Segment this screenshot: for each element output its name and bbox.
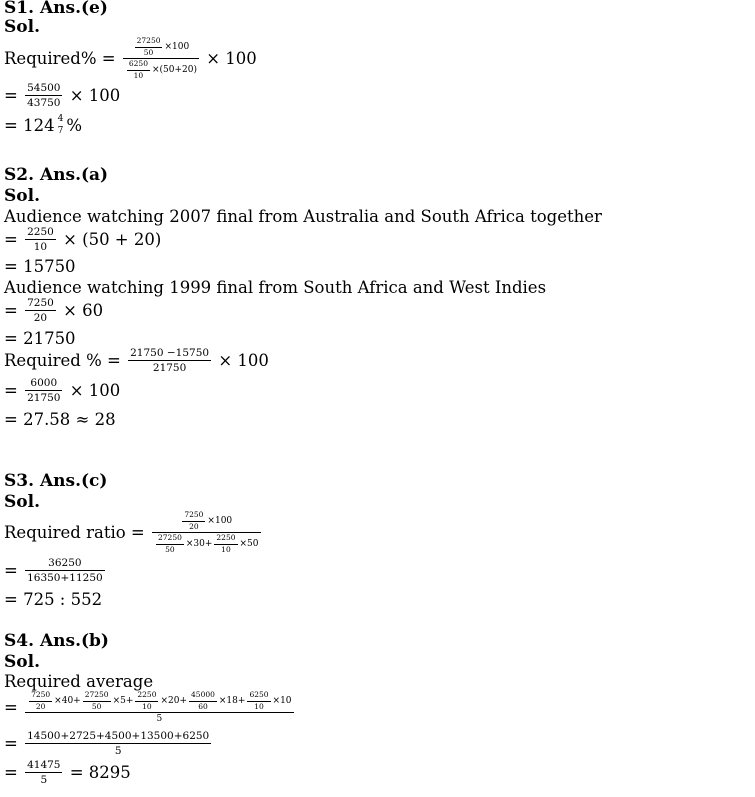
s2-text-2007: Audience watching 2007 final from Australia and South Africa together (4, 207, 602, 226)
s2-required-equation: Required % = $\frac{21750 -15750}{21750}$ × 100 (4, 347, 269, 375)
s2-line1: = $\frac{2250}{10}$ × (50 + 20) (4, 226, 162, 254)
s3-line3: = 725 : 552 (4, 590, 103, 609)
s2-heading: S2. Ans.(a) (4, 165, 109, 185)
s2-line5: = $\frac{6000}{21750}$ × 100 (4, 377, 121, 405)
s2-line2: = 15750 (4, 257, 76, 276)
s4-heading: S4. Ans.(b) (4, 631, 109, 651)
s4-text-required-average: Required average (4, 672, 154, 691)
s4-line2: = $\frac{14500+2725+4500+13500+6250}{5}$ (4, 730, 210, 758)
s1-sol-label: Sol. (4, 17, 40, 37)
s4-main-fraction: $\frac{7250}{20}$ ×40+ $\frac{27250}{50}$ ×5+ $\frac{2250}{10}$ ×20+ $\frac{45000}{60}$ ×18+ $\frac{6250}{10}$ ×10 5 (25, 691, 293, 725)
s1-heading: S1. Ans.(e) (4, 0, 108, 18)
s2-text-1999: Audience watching 1999 final from South Africa and West Indies (4, 278, 547, 297)
s2-line4: = 21750 (4, 329, 76, 348)
s2-line3: = $\frac{7250}{20}$ × 60 (4, 297, 104, 325)
s3-required-equation: Required ratio = $\frac{7250}{20}$ ×100 $\frac{27250}{50}$ ×30+ $\frac{2250}{10}$ ×50 (4, 510, 259, 554)
s2-sol-label: Sol. (4, 186, 40, 206)
s3-sol-label: Sol. (4, 492, 40, 512)
s4-sol-label: Sol. (4, 652, 40, 672)
s2-line6: = 27.58 ≈ 28 (4, 410, 116, 429)
s3-line2: = $\frac{36250}{16350+11250}$ (4, 557, 103, 585)
s1-line2: = $\frac{54500}{43750}$ × 100 (4, 82, 121, 110)
s1-required-equation: Required% = $\frac{27250}{50}$ ×100 $\frac{6250}{10}$ ×(50+20) × 100 (4, 36, 257, 80)
s4-line3: = $\frac{41475}{5}$ = 8295 (4, 759, 131, 787)
s4-line1: = $\frac{7250}{20}$ ×40+ $\frac{27250}{50}$ ×5+ $\frac{2250}{10}$ ×20+ $\frac{45000}{60}$ ×18+ $\frac{6250}{10}$ ×10 5 (4, 690, 292, 725)
s3-heading: S3. Ans.(c) (4, 471, 108, 491)
s1-main-fraction: $\frac{27250}{50}$ ×100 $\frac{6250}{10}$ ×(50+20) (123, 37, 199, 81)
s3-main-fraction: $\frac{7250}{20}$ ×100 $\frac{27250}{50}$ ×30+ $\frac{2250}{10}$ ×50 (152, 511, 261, 555)
s1-line3: = 124 4 7 % (4, 114, 82, 137)
